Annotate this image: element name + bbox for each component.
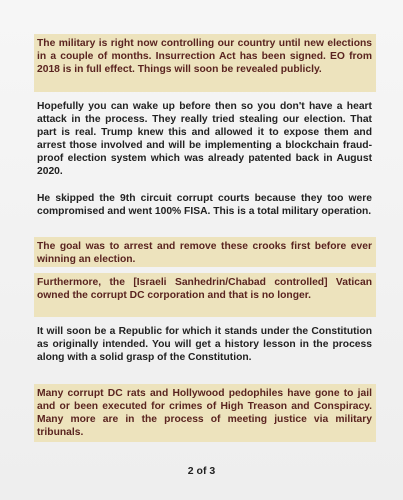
paragraph-heart-attack: Hopefully you can wake up before then so you don't have a heart attack in the process. They really tried stealing our election. That part is real. Trump knew this and allowed it to expose them and arrest those involved and will be implementing a blockchain fraud-proof election system which was already patented back in August 2020. [37,101,372,178]
paragraph-republic: It will soon be a Republic for which it stands under the Constitution as originally intended. You will get a history lesson in the process along with a solid grasp of the Constitution. [37,326,372,364]
paragraph-furthermore: Furthermore, the [Israeli Sanhedrin/Chabad controlled] Vatican owned the corrupt DC corporation and that is no longer. [37,277,372,302]
page-number: 2 of 3 [187,465,216,477]
paragraph-ninth-circuit: He skipped the 9th circuit corrupt courts because they too were compromised and went 100% FISA. This is a total military operation. [37,193,372,218]
paragraph-military-control: The military is right now controlling our country until new elections in a couple of months. Insurrection Act has been signed. EO from 2018 is in full effect. Things will soon be revealed publicly. [37,38,372,76]
paragraph-goal: The goal was to arrest and remove these crooks first before ever winning an election. [37,241,372,266]
paragraph-corrupt-rats: Many corrupt DC rats and Hollywood pedophiles have gone to jail and or been executed for crimes of High Treason and Conspiracy. Many more are in the process of meeting justice via military tribunals. [37,388,372,439]
